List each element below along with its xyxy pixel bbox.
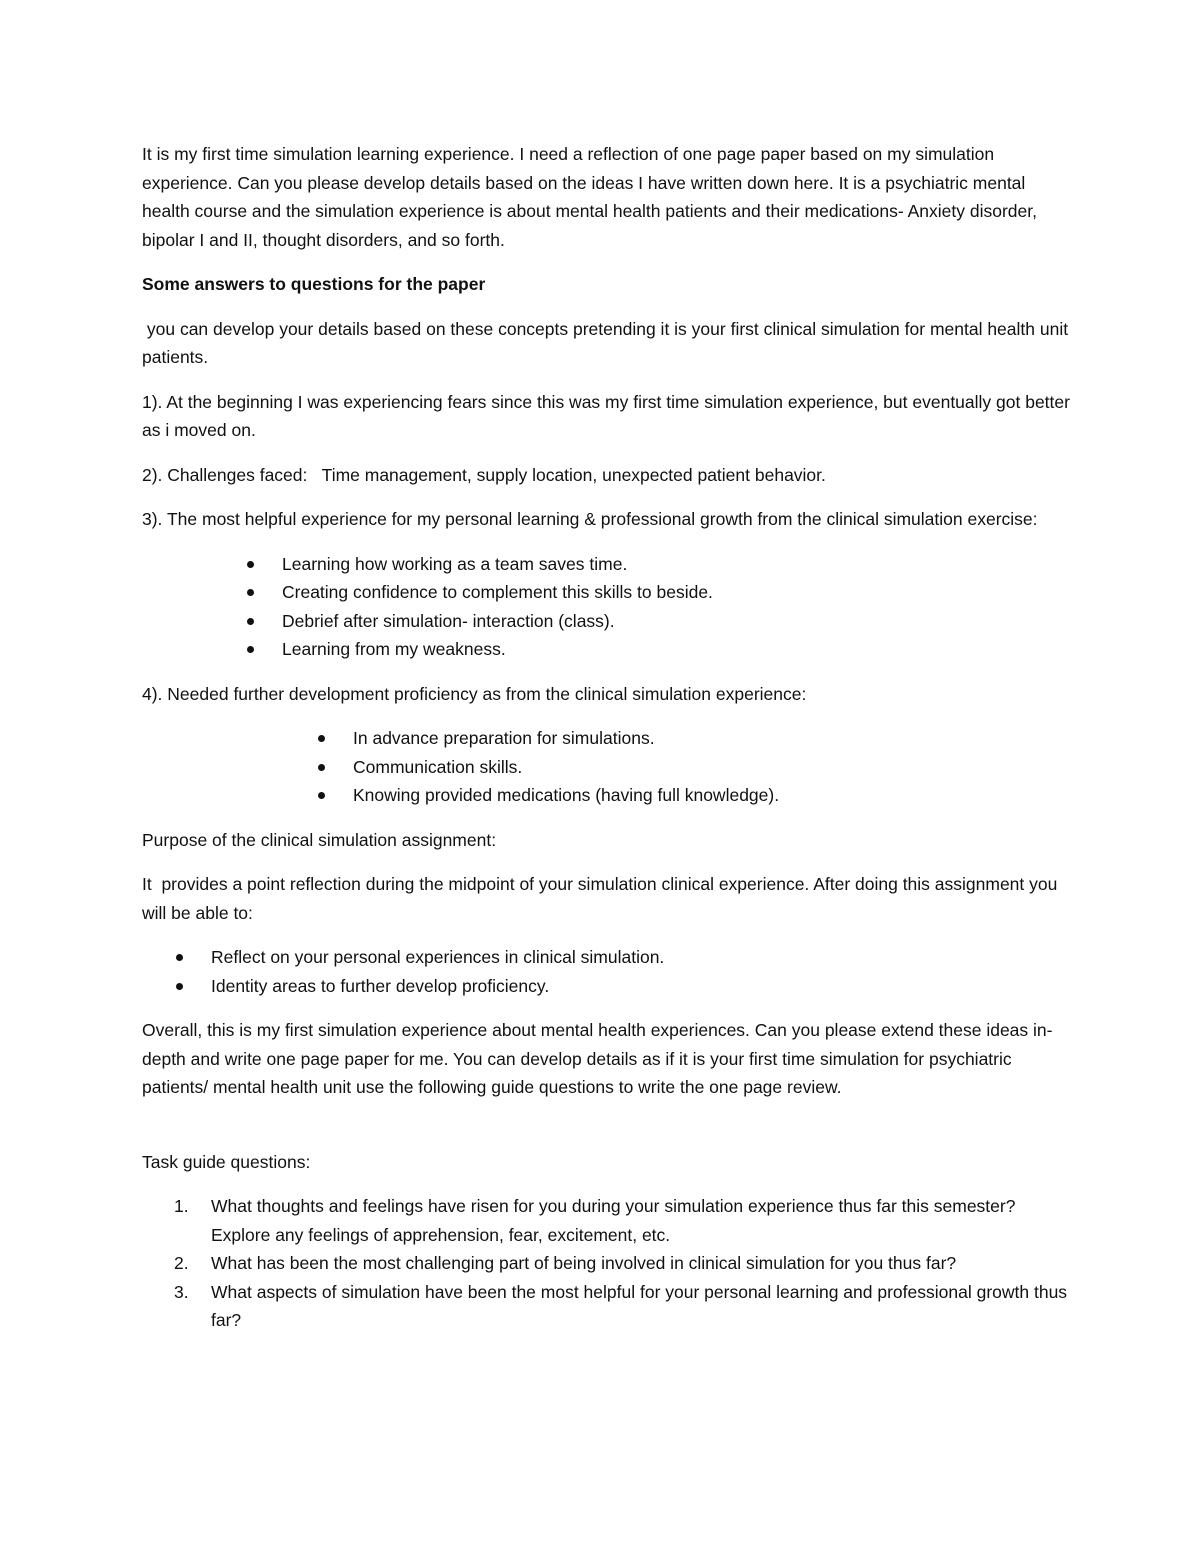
bullet-icon	[247, 589, 254, 596]
purpose-list	[142, 943, 1072, 1000]
list-item: In advance preparation for simulations.	[142, 724, 1072, 753]
list-item: Communication skills.	[142, 753, 1072, 782]
list-item: 3. What aspects of simulation have been the most helpful for your personal learning and professional growth thus far?	[174, 1281, 1068, 1330]
answer-2: 2). Challenges faced: Time management, supply location, unexpected patient behavior.	[142, 464, 826, 485]
bullet-icon	[318, 764, 325, 771]
list-item: Knowing provided medications (having full knowledge).	[142, 781, 1072, 810]
list-item: Reflect on your personal experiences in clinical simulation.	[142, 943, 1072, 972]
answer-1: 1). At the beginning I was experiencing fears since this was my first time simulation experience, but eventually got better as i moved on.	[142, 391, 1070, 440]
bullet-icon	[247, 646, 254, 653]
intro-paragraph: It is my first time simulation learning experience. I need a reflection of one page paper based on my simulation experience. Can you please develop details based on the ideas I have written down here. It is a psychiatric mental health course and the simulation experience is about mental health patients and their medications- Anxiety disorder, bipolar I and II, thought disorders, and so forth.	[142, 144, 1037, 250]
list-item: 2. What has been the most challenging part of being involved in clinical simulation for you thus far?	[174, 1253, 957, 1273]
list-item: Debrief after simulation- interaction (class).	[142, 607, 1072, 636]
purpose-text: It provides a point reflection during the midpoint of your simulation clinical experience. After doing this assignment you will be able to:	[142, 874, 1063, 923]
answer-3: 3). The most helpful experience for my personal learning & professional growth from the clinical simulation exercise:	[142, 509, 1038, 529]
develop-note: you can develop your details based on these concepts pretending it is your first clinical simulation for mental health unit patients.	[142, 318, 1073, 367]
list-item: Identity areas to further develop proficiency.	[142, 972, 1072, 1001]
list-item: Creating confidence to complement this skills to beside.	[142, 578, 1072, 607]
bullet-icon	[247, 618, 254, 625]
blank-line	[142, 1118, 1072, 1148]
purpose-heading: Purpose of the clinical simulation assignment:	[142, 829, 497, 850]
list-item: Learning how working as a team saves time.	[142, 550, 1072, 579]
bullet-icon	[176, 954, 183, 961]
guide-heading: Task guide questions:	[142, 1151, 311, 1172]
overall-paragraph: Overall, this is my first simulation experience about mental health experiences. Can you please extend these ideas in-depth and write one page paper for me. You can develop details as if it is your first time simulation for psychiatric patients/ mental health unit use the following guide questions to write the one page review.	[142, 1020, 1053, 1097]
answer-4-list	[142, 724, 1072, 810]
guide-questions-list	[142, 1192, 1072, 1335]
bullet-icon	[318, 735, 325, 742]
list-item: 1. What thoughts and feelings have risen for you during your simulation experience thus far this semester? Explore any feelings of apprehension, fear, excitement, etc.	[174, 1196, 1016, 1245]
answer-4: 4). Needed further development proficiency as from the clinical simulation experience:	[142, 683, 807, 704]
bullet-icon	[247, 561, 254, 568]
list-item: Learning from my weakness.	[142, 635, 1072, 664]
answers-heading: Some answers to questions for the paper	[142, 274, 486, 294]
answer-3-list	[142, 550, 1072, 664]
bullet-icon	[318, 792, 325, 799]
document-page	[142, 140, 1072, 1335]
bullet-icon	[176, 983, 183, 990]
